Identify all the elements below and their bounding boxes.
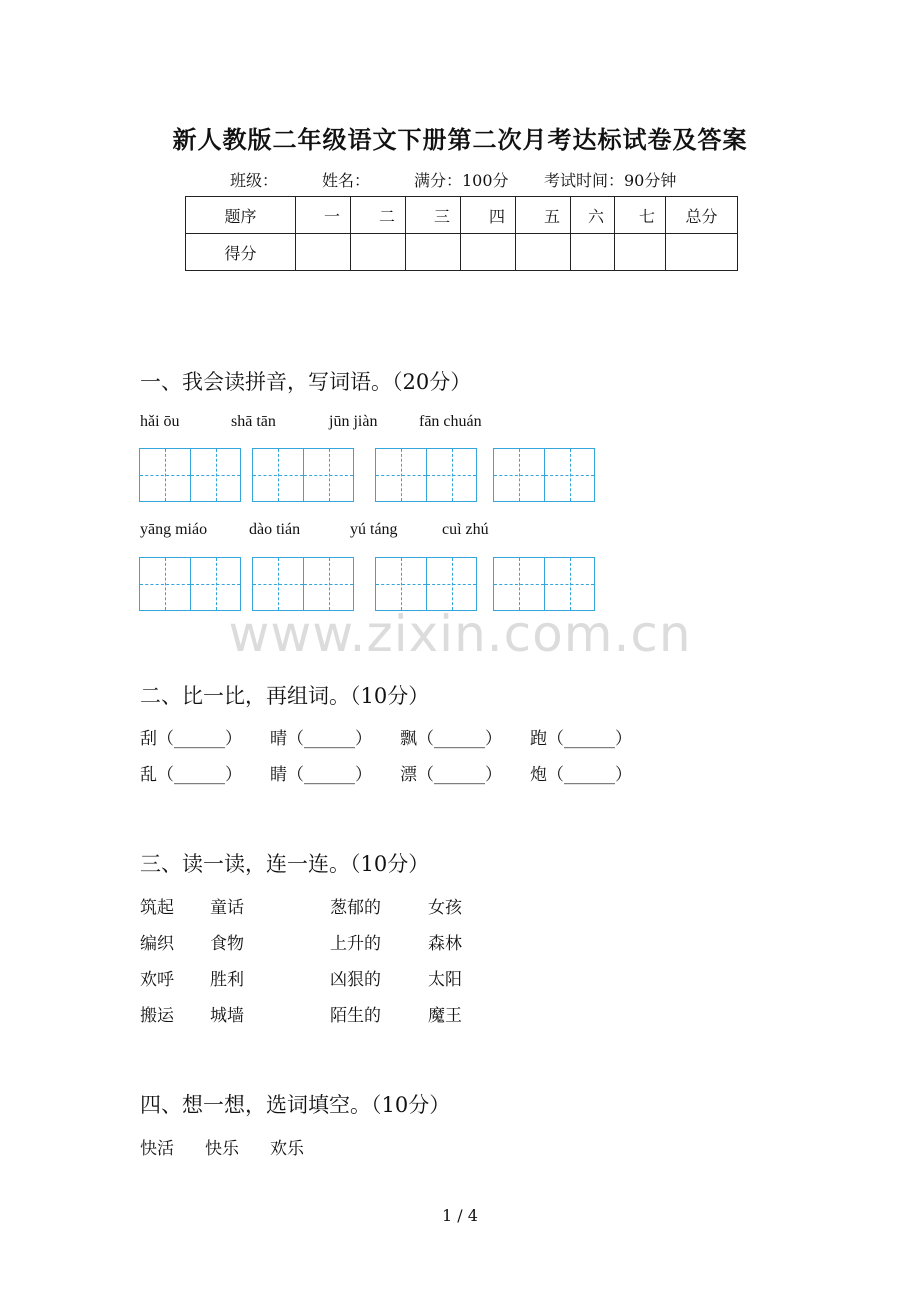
- compare-item: 乱（______）: [140, 765, 242, 785]
- section-3-heading: 三、读一读，连一连。（10分）: [140, 852, 430, 876]
- compare-item: 晴（______）: [270, 729, 372, 749]
- match-word: 童话: [210, 898, 244, 918]
- writing-grid[interactable]: [139, 448, 241, 502]
- score-cell: [351, 234, 406, 271]
- page-title: 新人教版二年级语文下册第二次月考达标试卷及答案: [172, 125, 748, 154]
- compare-item: 漂（______）: [400, 765, 502, 785]
- writing-grid[interactable]: [252, 448, 354, 502]
- match-word: 森林: [428, 934, 462, 954]
- section-2-heading: 二、比一比，再组词。（10分）: [140, 684, 430, 708]
- match-word: 搬运: [140, 1006, 174, 1026]
- score-cell: [516, 234, 571, 271]
- column-7: 七: [615, 197, 666, 234]
- pinyin-1: hǎi ōu: [140, 413, 180, 430]
- match-word: 太阳: [428, 970, 462, 990]
- column-6: 六: [571, 197, 615, 234]
- pinyin-2: shā tān: [231, 413, 276, 430]
- writing-grid[interactable]: [493, 557, 595, 611]
- section-1-heading: 一、我会读拼音，写词语。（20分）: [140, 370, 472, 394]
- match-word: 筑起: [140, 898, 174, 918]
- compare-item: 炮（______）: [530, 765, 632, 785]
- writing-grid[interactable]: [493, 448, 595, 502]
- match-word: 上升的: [330, 934, 381, 954]
- exam-time-label: 考试时间：90分钟: [544, 171, 677, 190]
- match-word: 编织: [140, 934, 174, 954]
- pinyin-3: jūn jiàn: [329, 413, 378, 430]
- score-label: 得分: [186, 234, 296, 271]
- choice-word: 快乐: [205, 1139, 239, 1159]
- match-word: 凶狠的: [330, 970, 381, 990]
- full-score-label: 满分：100分: [414, 171, 509, 190]
- pinyin-4: fān chuán: [419, 413, 482, 430]
- score-cell: [666, 234, 738, 271]
- match-word: 葱郁的: [330, 898, 381, 918]
- compare-item: 睛（______）: [270, 765, 372, 785]
- column-total: 总分: [666, 197, 738, 234]
- score-cell: [615, 234, 666, 271]
- match-word: 魔王: [428, 1006, 462, 1026]
- score-cell: [296, 234, 351, 271]
- score-table-header-row: [186, 197, 738, 234]
- column-4: 四: [461, 197, 516, 234]
- writing-grid[interactable]: [375, 448, 477, 502]
- column-2: 二: [351, 197, 406, 234]
- name-label: 姓名：: [322, 171, 371, 190]
- pinyin-7: yú táng: [350, 521, 398, 538]
- choice-word: 欢乐: [270, 1139, 304, 1159]
- column-5: 五: [516, 197, 571, 234]
- class-label: 班级：: [230, 171, 279, 190]
- column-1: 一: [296, 197, 351, 234]
- score-table: [185, 196, 738, 271]
- writing-grid[interactable]: [252, 557, 354, 611]
- writing-grid[interactable]: [139, 557, 241, 611]
- compare-item: 飘（______）: [400, 729, 502, 749]
- match-word: 陌生的: [330, 1006, 381, 1026]
- match-word: 欢呼: [140, 970, 174, 990]
- score-cell: [461, 234, 516, 271]
- score-table-score-row: [186, 234, 738, 271]
- header-label: 题序: [186, 197, 296, 234]
- section-4-heading: 四、想一想，选词填空。（10分）: [140, 1093, 451, 1117]
- pinyin-5: yāng miáo: [140, 521, 208, 538]
- watermark: www.zixin.com.cn: [228, 605, 692, 663]
- score-cell: [571, 234, 615, 271]
- match-word: 女孩: [428, 898, 462, 918]
- score-cell: [406, 234, 461, 271]
- match-word: 城墙: [210, 1006, 244, 1026]
- match-word: 胜利: [210, 970, 244, 990]
- pinyin-8: cuì zhú: [442, 521, 489, 538]
- writing-grid[interactable]: [375, 557, 477, 611]
- compare-item: 刮（______）: [140, 729, 242, 749]
- pinyin-6: dào tián: [249, 521, 301, 538]
- column-3: 三: [406, 197, 461, 234]
- match-word: 食物: [210, 934, 244, 954]
- compare-item: 跑（______）: [530, 729, 632, 749]
- page-number: 1 / 4: [442, 1206, 478, 1225]
- choice-word: 快活: [140, 1139, 174, 1159]
